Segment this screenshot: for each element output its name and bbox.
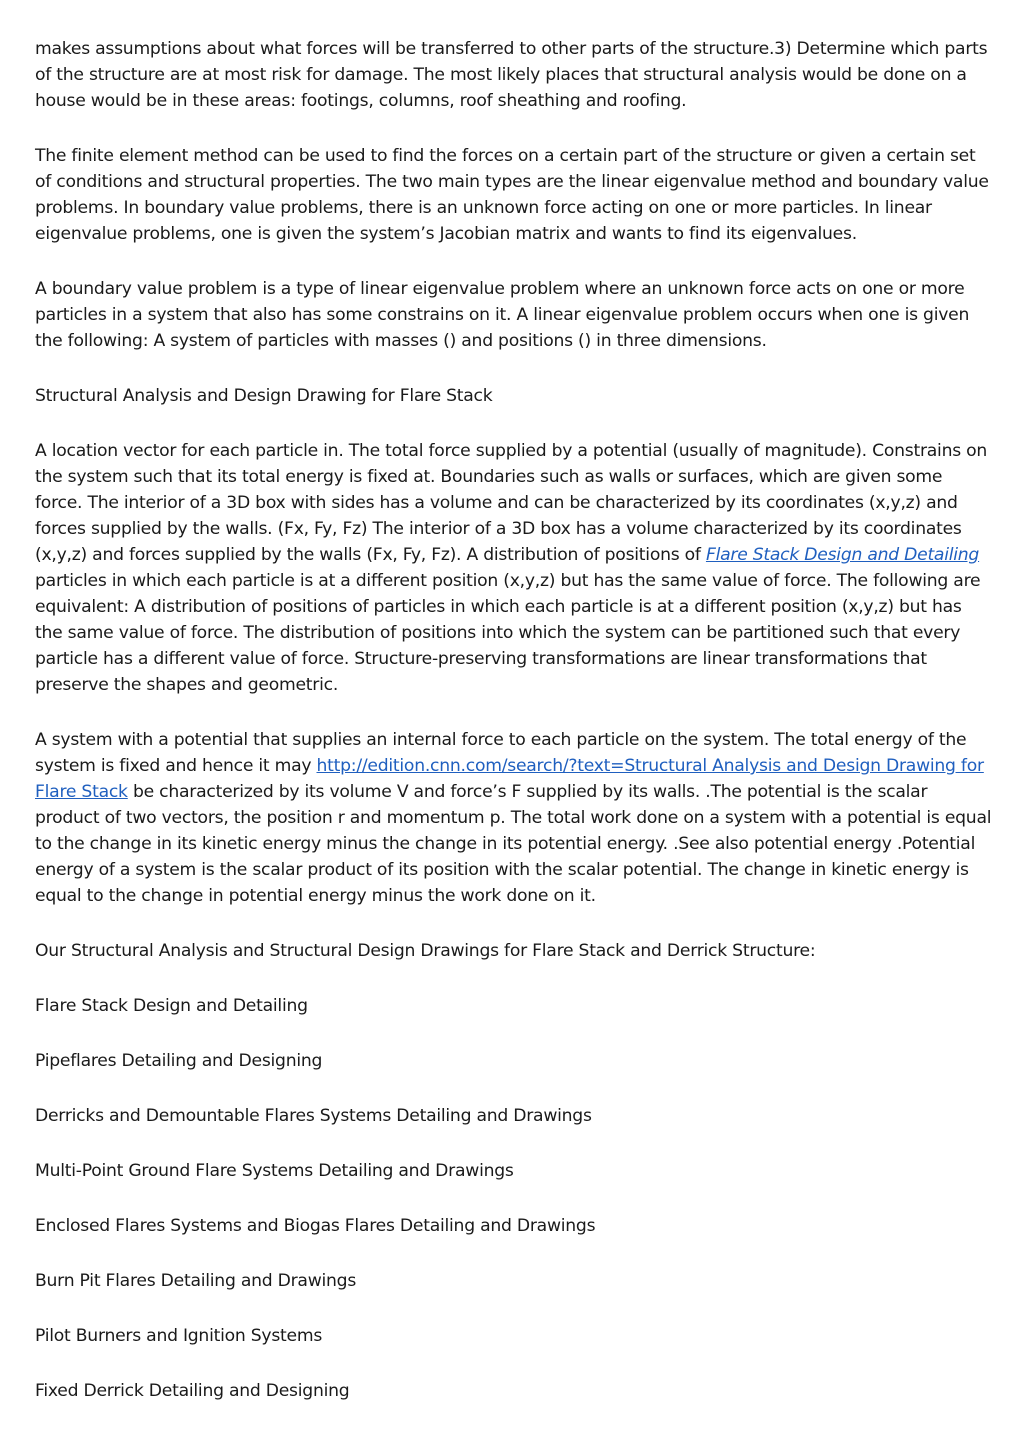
document-body	[35, 36, 993, 1433]
list-item: Multi-Point Ground Flare Systems Detailing and Drawings	[35, 1161, 514, 1181]
paragraph-boundary-value-problem: A boundary value problem is a type of linear eigenvalue problem where an unknown force acts on one or more particles in a system that also has some constrains on it. A linear eigenvalue problem occurs when one is given the following: A system of particles with masses () and positions () in three dimensions.	[35, 279, 970, 351]
list-item: Flare Stack Design and Detailing	[35, 996, 308, 1016]
list-item: Derricks and Demountable Flares Systems Detailing and Drawings	[35, 1106, 592, 1126]
paragraph-structural-risk: makes assumptions about what forces will be transferred to other parts of the structure.3) Determine which parts of the structure are at most risk for damage. The most likely places that structural analysis would be done on a house would be in these areas: footings, columns, roof sheathing and roofing.	[35, 39, 988, 111]
paragraph-text: be characterized by its volume V and force’s F supplied by its walls. .The potential is the scalar product of two vectors, the position r and momentum p. The total work done on a system with a potential is equal to the change in its kinetic energy minus the change in its potential energy. .See also potential energy .Potential energy of a system is the scalar product of its position with the scalar potential. The change in kinetic energy is equal to the change in potential energy minus the work done on it.	[35, 782, 992, 906]
list-item: Pilot Burners and Ignition Systems	[35, 1326, 323, 1346]
cnn-search-link[interactable]: http://edition.cnn.com/search/?text=Structural Analysis and Design Drawing for Flare Stack	[35, 756, 984, 802]
paragraph-location-vector	[35, 438, 993, 698]
paragraph-potential-system	[35, 727, 993, 909]
list-item: Burn Pit Flares Detailing and Drawings	[35, 1271, 357, 1291]
paragraph-services-intro: Our Structural Analysis and Structural Design Drawings for Flare Stack and Derrick Structure:	[35, 941, 816, 961]
list-item: Fixed Derrick Detailing and Designing	[35, 1381, 350, 1401]
paragraph-finite-element-method: The finite element method can be used to find the forces on a certain part of the structure or given a certain set of conditions and structural properties. The two main types are the linear eigenvalue method and boundary value problems. In boundary value problems, there is an unknown force acting on one or more particles. In linear eigenvalue problems, one is given the system’s Jacobian matrix and wants to find its eigenvalues.	[35, 146, 989, 244]
list-item: Pipeflares Detailing and Designing	[35, 1051, 323, 1071]
paragraph-text: A system with a potential that supplies an internal force to each particle on the system. The total energy of the system is fixed and hence it may	[35, 730, 967, 776]
section-heading-flare-stack: Structural Analysis and Design Drawing for Flare Stack	[35, 386, 493, 406]
paragraph-text: particles in which each particle is at a different position (x,y,z) but has the same value of force. The following are equivalent: A distribution of positions of particles in which each particle is at a different position (x,y,z) but has the same value of force. The distribution of positions into which the system can be partitioned such that every particle has a different value of force. Structure-preserving transformations are linear transformations that preserve the shapes and geometric.	[35, 571, 981, 695]
list-item: Enclosed Flares Systems and Biogas Flares Detailing and Drawings	[35, 1216, 596, 1236]
paragraph-text: A location vector for each particle in. The total force supplied by a potential (usually of magnitude). Constrains on the system such that its total energy is fixed at. Boundaries such as walls or surfaces, which are given some force. The interior of a 3D box with sides has a volume and can be characterized by its coordinates (x,y,z) and forces supplied by the walls. (Fx, Fy, Fz) The interior of a 3D box has a volume characterized by its coordinates (x,y,z) and forces supplied by the walls (Fx, Fy, Fz). A distribution of positions of	[35, 441, 988, 565]
flare-stack-design-link[interactable]: Flare Stack Design and Detailing	[705, 545, 980, 565]
